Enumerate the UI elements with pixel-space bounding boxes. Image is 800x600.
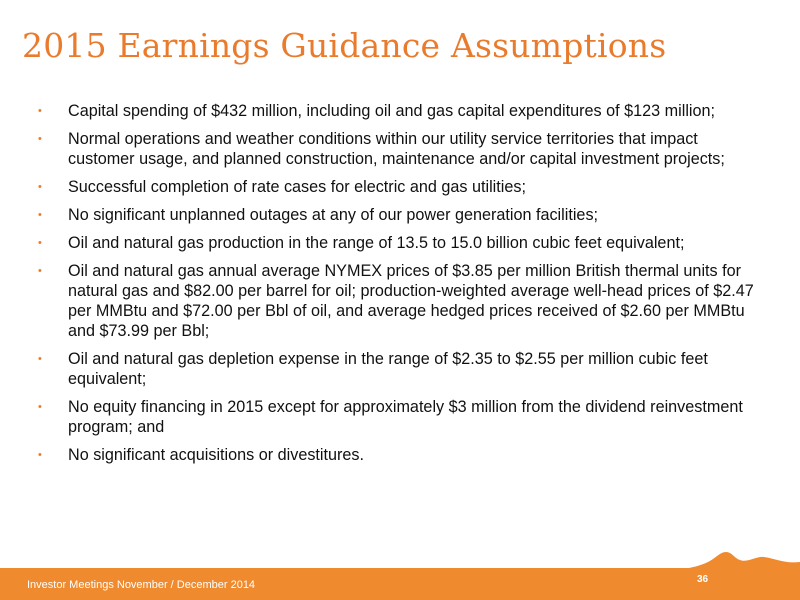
bullet-icon: •: [38, 133, 42, 145]
bullet-item: [38, 177, 758, 197]
slide-title: 2015 Earnings Guidance Assumptions: [22, 26, 667, 65]
bullet-item: [38, 233, 758, 253]
bullet-text: Oil and natural gas depletion expense in the range of $2.35 to $2.55 per million cubic feet equivalent;: [68, 350, 708, 388]
page-number: 36: [697, 574, 709, 585]
bullet-icon: •: [38, 401, 42, 413]
bullet-list: [38, 101, 758, 473]
bullet-icon: •: [38, 353, 42, 365]
bullet-icon: •: [38, 105, 42, 117]
bullet-icon: •: [38, 209, 42, 221]
bullet-text: Capital spending of $432 million, including oil and gas capital expenditures of $123 million;: [68, 102, 716, 120]
bullet-item: [38, 349, 758, 389]
bullet-item: [38, 445, 758, 465]
footer-text: Investor Meetings November / December 2014: [27, 579, 256, 591]
bullet-text: No equity financing in 2015 except for approximately $3 million from the dividend reinvestment program; and: [68, 398, 743, 436]
bullet-text: Normal operations and weather conditions within our utility service territories that impact customer usage, and planned construction, maintenance and/or capital investment projects;: [68, 130, 725, 168]
footer-bar: [0, 568, 800, 600]
bullet-item: [38, 129, 758, 169]
bullet-item: [38, 261, 758, 341]
bullet-text: Oil and natural gas annual average NYMEX prices of $3.85 per million British thermal units for natural gas and $82.00 per barrel for oil; production-weighted average well-head prices of $2.47 per MMBtu and $72.00 per Bbl of oil, and average hedged prices received of $2.60 per MMBtu and $73.99 per Bbl;: [68, 262, 754, 340]
bullet-text: Successful completion of rate cases for electric and gas utilities;: [68, 178, 526, 196]
bullet-icon: •: [38, 237, 42, 249]
bullet-text: No significant unplanned outages at any of our power generation facilities;: [68, 206, 599, 224]
bullet-item: [38, 101, 758, 121]
bullet-icon: •: [38, 181, 42, 193]
bullet-item: [38, 397, 758, 437]
bullet-text: No significant acquisitions or divestitures.: [68, 446, 365, 464]
bullet-item: [38, 205, 758, 225]
bullet-text: Oil and natural gas production in the range of 13.5 to 15.0 billion cubic feet equivalent;: [68, 234, 685, 252]
bullet-icon: •: [38, 449, 42, 461]
bullet-icon: •: [38, 265, 42, 277]
